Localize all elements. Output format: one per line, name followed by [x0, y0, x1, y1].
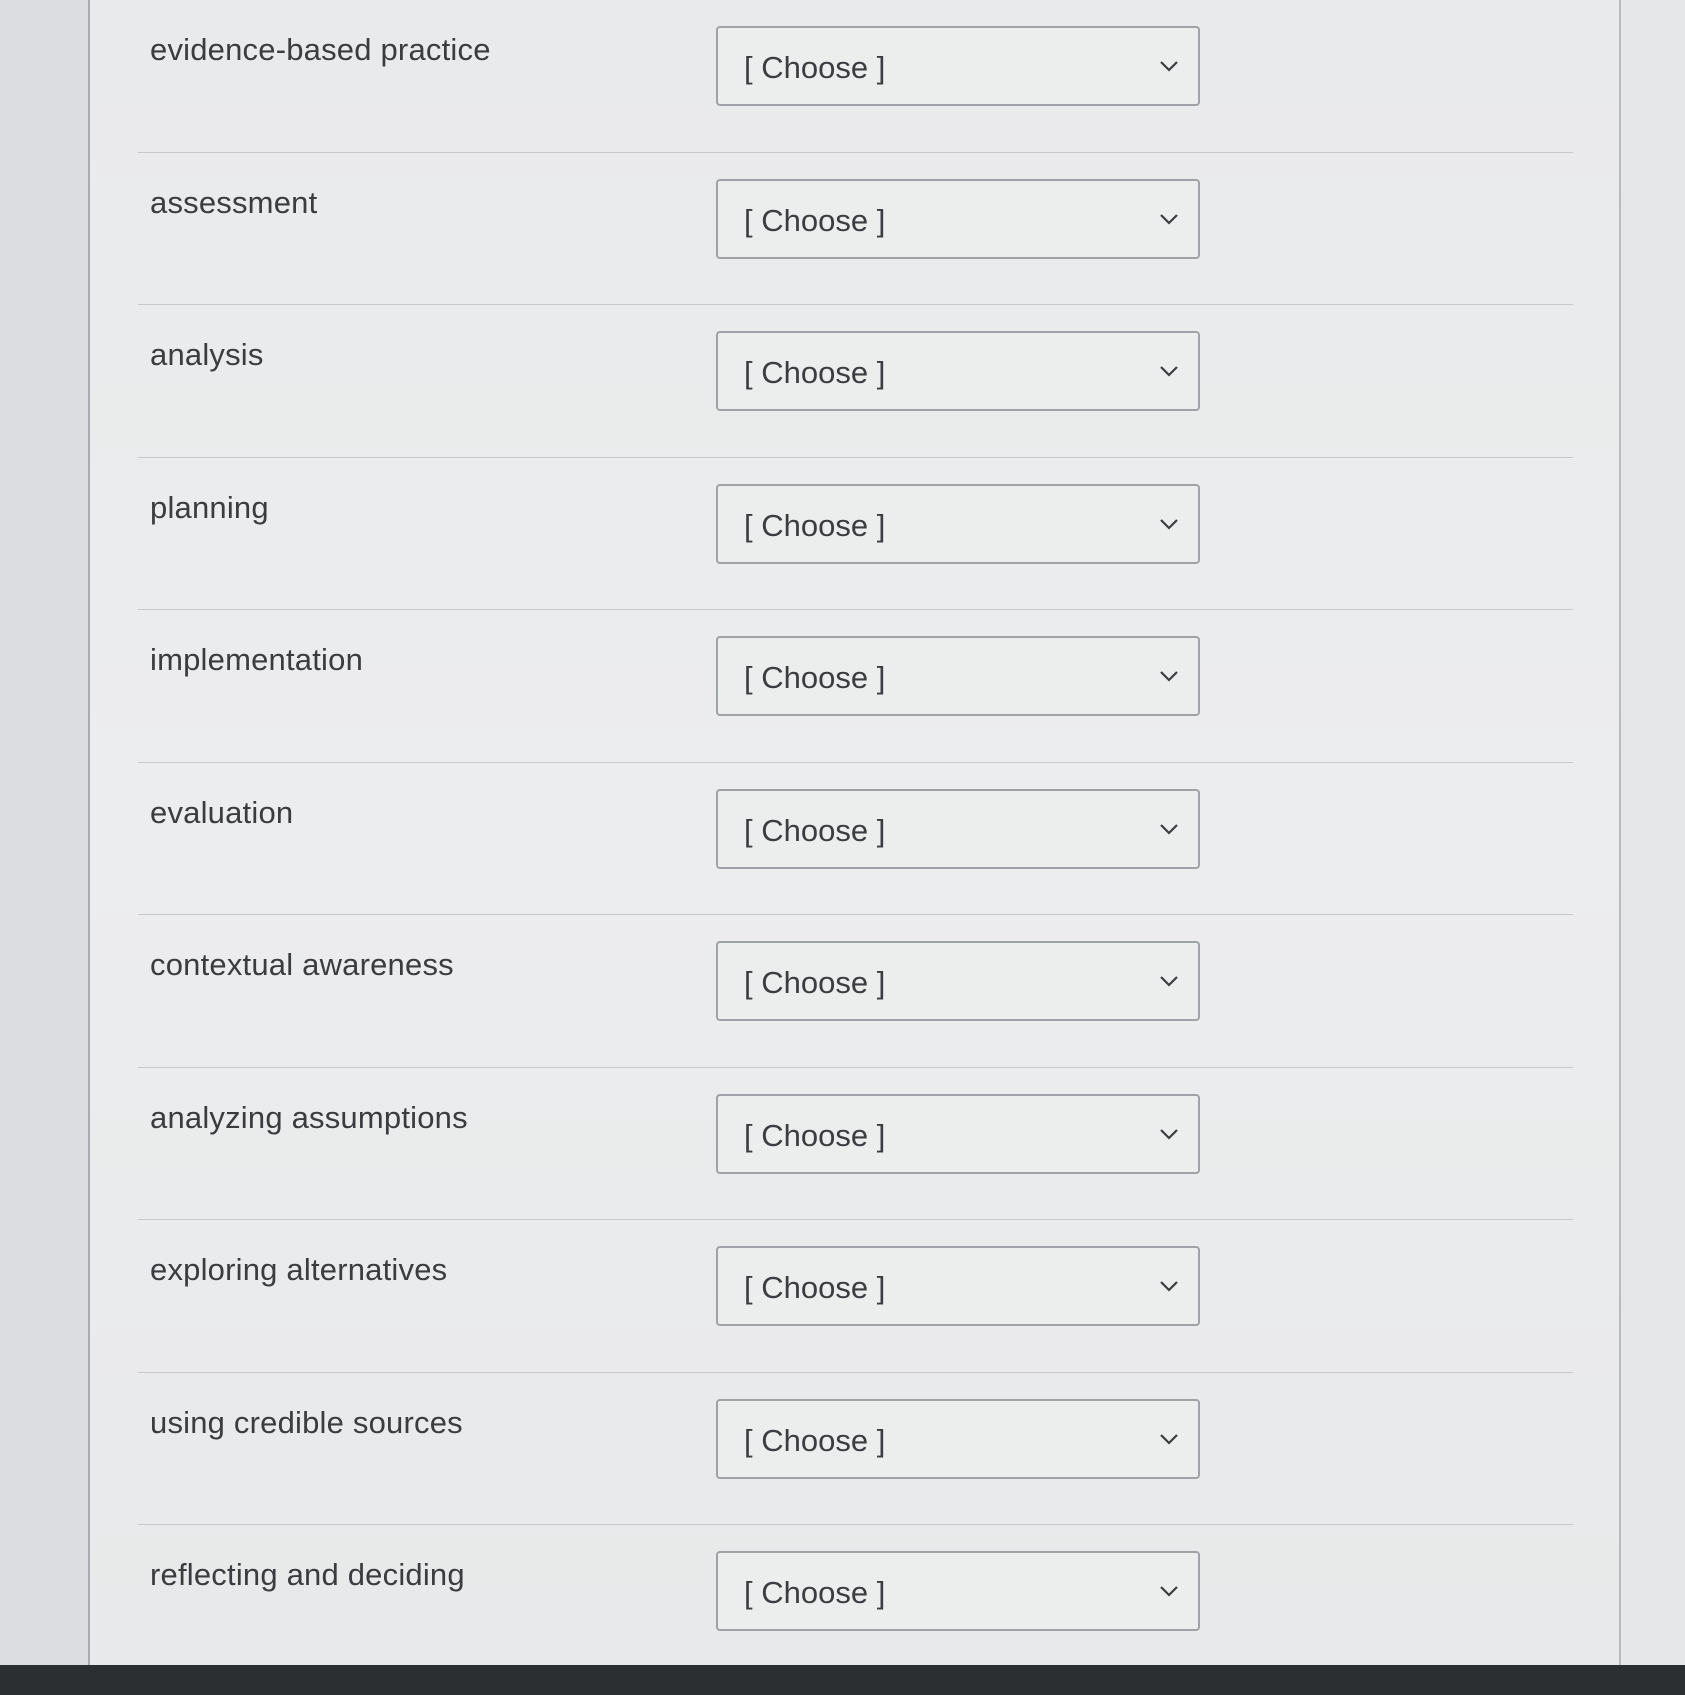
- term-label: using credible sources: [150, 1404, 463, 1440]
- term-label: assessment: [150, 184, 318, 220]
- chevron-down-icon: [1158, 818, 1180, 840]
- matching-row: [138, 458, 1573, 611]
- select-value: [ Choose ]: [744, 202, 886, 238]
- right-margin: [1619, 0, 1685, 1665]
- term-label: evidence-based practice: [150, 32, 491, 67]
- answer-select[interactable]: [716, 1246, 1200, 1326]
- matching-row: [138, 305, 1573, 458]
- matching-row: [138, 1373, 1573, 1526]
- answer-select[interactable]: [716, 636, 1200, 716]
- answer-select[interactable]: [716, 1399, 1200, 1479]
- answer-select[interactable]: [716, 26, 1200, 106]
- matching-row: [138, 610, 1573, 763]
- answer-select[interactable]: [716, 331, 1200, 411]
- select-value: [ Choose ]: [744, 507, 886, 543]
- term-label: contextual awareness: [150, 947, 454, 982]
- answer-select[interactable]: [716, 1094, 1200, 1174]
- term-label: planning: [150, 489, 269, 525]
- matching-row: [138, 915, 1573, 1068]
- chevron-down-icon: [1158, 1580, 1180, 1602]
- matching-question-list: [138, 0, 1573, 1678]
- answer-select[interactable]: [716, 179, 1200, 259]
- matching-row: [138, 763, 1573, 916]
- answer-select[interactable]: [716, 1551, 1200, 1631]
- chevron-down-icon: [1158, 1428, 1180, 1450]
- select-value: [ Choose ]: [744, 660, 886, 695]
- answer-select[interactable]: [716, 941, 1200, 1021]
- term-label: reflecting and deciding: [150, 1557, 465, 1592]
- select-value: [ Choose ]: [744, 965, 886, 1000]
- matching-row: [138, 1220, 1573, 1373]
- chevron-down-icon: [1158, 970, 1180, 992]
- matching-row: [138, 0, 1573, 153]
- matching-row: [138, 1068, 1573, 1221]
- matching-row: [138, 153, 1573, 306]
- term-label: evaluation: [150, 794, 294, 830]
- select-value: [ Choose ]: [744, 1422, 886, 1458]
- answer-select[interactable]: [716, 484, 1200, 564]
- chevron-down-icon: [1158, 208, 1180, 230]
- term-label: exploring alternatives: [150, 1252, 448, 1287]
- chevron-down-icon: [1158, 360, 1180, 382]
- select-value: [ Choose ]: [744, 812, 886, 848]
- bottom-bezel: [0, 1665, 1685, 1695]
- chevron-down-icon: [1158, 1275, 1180, 1297]
- term-label: analyzing assumptions: [150, 1099, 468, 1135]
- select-value: [ Choose ]: [744, 1117, 886, 1153]
- answer-select[interactable]: [716, 789, 1200, 869]
- select-value: [ Choose ]: [744, 1575, 886, 1610]
- term-label: implementation: [150, 642, 364, 677]
- select-value: [ Choose ]: [744, 355, 886, 390]
- matching-row: [138, 1525, 1573, 1678]
- chevron-down-icon: [1158, 665, 1180, 687]
- left-margin: [0, 0, 90, 1665]
- select-value: [ Choose ]: [744, 1270, 886, 1305]
- select-value: [ Choose ]: [744, 50, 886, 85]
- chevron-down-icon: [1158, 1123, 1180, 1145]
- term-label: analysis: [150, 337, 264, 372]
- chevron-down-icon: [1158, 55, 1180, 77]
- chevron-down-icon: [1158, 513, 1180, 535]
